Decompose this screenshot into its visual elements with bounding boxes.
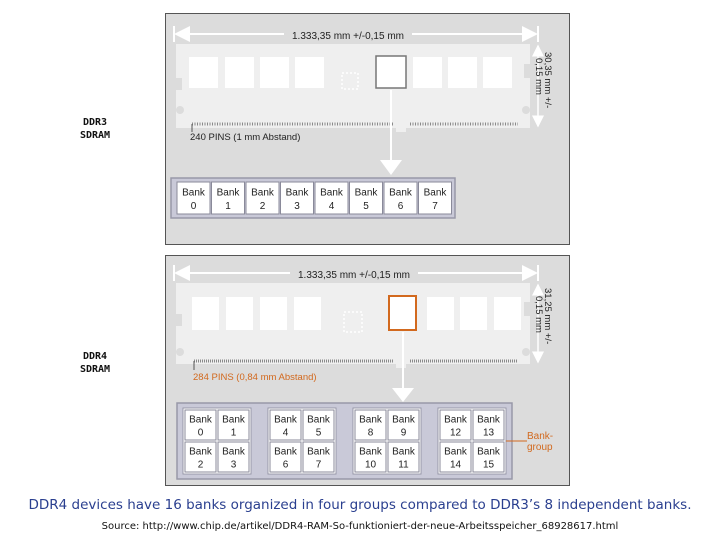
ddr4-bank-0-label: Bank bbox=[189, 414, 212, 426]
ddr3-bank-6-number: 6 bbox=[397, 201, 404, 213]
ddr4-bank-11-number: 11 bbox=[398, 459, 409, 471]
ddr3-bank-5-number: 5 bbox=[363, 201, 369, 213]
ddr4-highlighted-chip bbox=[389, 296, 416, 330]
ddr4-bank-10 bbox=[355, 442, 386, 472]
ddr4-bank-8-number: 8 bbox=[367, 427, 374, 439]
ddr4-bank-15-number: 15 bbox=[482, 459, 495, 471]
ddr4-bank-9 bbox=[388, 410, 419, 440]
ddr4-bank-14-number: 14 bbox=[449, 459, 462, 471]
bank-group-2 bbox=[268, 408, 336, 474]
ddr4-bank-10-label: Bank bbox=[359, 446, 382, 458]
ddr4-bank-2-label: Bank bbox=[189, 446, 212, 458]
ddr3-bank-row bbox=[171, 178, 455, 218]
ddr4-bank-groups bbox=[177, 403, 553, 479]
ddr4-bank-1-label: Bank bbox=[222, 414, 245, 426]
ddr3-height-line1: 30,35 mm +/- bbox=[542, 52, 553, 109]
svg-text:0,15 mm bbox=[533, 58, 544, 95]
ddr4-bank-0-number: 0 bbox=[197, 427, 204, 439]
ddr3-bank-3-label: Bank bbox=[285, 187, 309, 199]
ddr4-bank-9-label: Bank bbox=[392, 414, 415, 426]
ddr4-bank-4-label: Bank bbox=[274, 414, 297, 426]
ddr3-label-line1: DDR3 bbox=[82, 117, 108, 128]
ddr4-bank-11 bbox=[388, 442, 419, 472]
bank-group-4 bbox=[438, 408, 506, 474]
ddr3-bank-7-label: Bank bbox=[423, 187, 447, 199]
ddr4-bank-12-label: Bank bbox=[444, 414, 467, 426]
ddr4-bank-3-number: 3 bbox=[230, 459, 237, 471]
ddr3-bank-2 bbox=[246, 182, 279, 214]
ddr3-bank-6-label: Bank bbox=[389, 187, 412, 199]
ddr4-bank-5 bbox=[303, 410, 334, 440]
ddr3-highlighted-chip bbox=[376, 56, 406, 88]
ddr3-bank-4-label: Bank bbox=[320, 187, 343, 199]
ddr4-bank-14-label: Bank bbox=[444, 446, 467, 458]
ddr4-bank-1-number: 1 bbox=[230, 427, 237, 439]
ddr3-module-diagram bbox=[174, 26, 553, 175]
ddr4-bank-15-label: Bank bbox=[477, 446, 500, 458]
ddr4-bank-2 bbox=[185, 442, 216, 472]
ddr4-bank-11-label: Bank bbox=[392, 446, 415, 458]
ddr3-label-line2: SDRAM bbox=[79, 130, 111, 141]
source-citation: Source: http://www.chip.de/artikel/DDR4-RAM-So-funktioniert-der-neue-Arbeitsspeicher_68928617.html bbox=[101, 521, 619, 532]
ddr4-bank-1 bbox=[218, 410, 249, 440]
bankgroup-label-line1: Bank- bbox=[527, 431, 554, 442]
ddr4-bank-6-number: 6 bbox=[282, 459, 289, 471]
ddr4-bank-7-label: Bank bbox=[307, 446, 330, 458]
ddr3-bank-4 bbox=[315, 182, 348, 214]
ddr4-bank-12 bbox=[440, 410, 471, 440]
ddr3-bank-1 bbox=[212, 182, 245, 214]
ddr4-bank-7-number: 7 bbox=[315, 459, 322, 471]
ddr4-bank-10-number: 10 bbox=[364, 459, 377, 471]
ddr4-label-line2: SDRAM bbox=[79, 364, 111, 375]
bank-group-1 bbox=[183, 408, 251, 474]
ddr4-pins-text: 284 PINS (0,84 mm Abstand) bbox=[193, 372, 317, 383]
ddr4-bank-8-label: Bank bbox=[359, 414, 382, 426]
ddr4-bank-5-label: Bank bbox=[307, 414, 330, 426]
ddr3-bank-1-number: 1 bbox=[225, 201, 231, 213]
ddr4-width-text: 1.333,35 mm +/-0,15 mm bbox=[298, 270, 410, 281]
ddr3-bank-3-number: 3 bbox=[294, 201, 300, 213]
ddr4-bank-14 bbox=[440, 442, 471, 472]
ddr3-pins-text: 240 PINS (1 mm Abstand) bbox=[190, 132, 301, 143]
ddr4-bank-9-number: 9 bbox=[400, 427, 407, 439]
ddr4-bank-2-number: 2 bbox=[197, 459, 204, 471]
ddr4-bank-6-label: Bank bbox=[274, 446, 297, 458]
ddr3-height-line2: 0,15 mm bbox=[533, 58, 544, 95]
ddr3-bank-6 bbox=[384, 182, 417, 214]
ddr4-bank-8 bbox=[355, 410, 386, 440]
ddr4-bank-0 bbox=[185, 410, 216, 440]
ddr4-bank-5-number: 5 bbox=[315, 427, 322, 439]
ddr3-bank-7-number: 7 bbox=[432, 201, 438, 213]
ddr3-bank-3 bbox=[281, 182, 314, 214]
ddr3-bank-5-label: Bank bbox=[354, 187, 378, 199]
ddr3-bank-5 bbox=[350, 182, 383, 214]
ddr4-bank-13-number: 13 bbox=[482, 427, 495, 439]
ddr3-bank-0-label: Bank bbox=[182, 187, 205, 199]
bankgroup-label-line2: group bbox=[527, 442, 553, 453]
ddr4-bank-6 bbox=[270, 442, 301, 472]
ddr4-bank-13 bbox=[473, 410, 504, 440]
ddr4-bank-7 bbox=[303, 442, 334, 472]
ddr3-bank-7 bbox=[419, 182, 452, 214]
ddr4-label-line1: DDR4 bbox=[82, 351, 108, 362]
ddr3-bank-4-number: 4 bbox=[328, 201, 335, 213]
ddr4-bank-13-label: Bank bbox=[477, 414, 500, 426]
ddr3-width-text: 1.333,35 mm +/-0,15 mm bbox=[292, 31, 404, 42]
ddr3-bank-2-number: 2 bbox=[259, 201, 266, 213]
ddr4-height-line1: 31,25 mm +/- bbox=[542, 288, 553, 345]
ddr3-bank-2-label: Bank bbox=[251, 187, 274, 199]
ddr3-bank-1-label: Bank bbox=[216, 187, 240, 199]
ddr3-bank-0 bbox=[177, 182, 210, 214]
ddr4-bank-3-label: Bank bbox=[222, 446, 245, 458]
ddr4-bank-4-number: 4 bbox=[282, 427, 289, 439]
ddr4-bank-4 bbox=[270, 410, 301, 440]
caption: DDR4 devices have 16 banks organized in four groups compared to DDR3’s 8 independent banks. bbox=[28, 497, 692, 513]
svg-text:0,15 mm bbox=[533, 296, 544, 333]
ddr4-bank-3 bbox=[218, 442, 249, 472]
ddr4-height-line2: 0,15 mm bbox=[533, 296, 544, 333]
ddr3-bank-0-number: 0 bbox=[190, 201, 197, 213]
ddr4-module-diagram bbox=[174, 265, 553, 402]
bank-group-3 bbox=[353, 408, 421, 474]
ddr4-bank-15 bbox=[473, 442, 504, 472]
ddr4-bank-12-number: 12 bbox=[449, 427, 462, 439]
